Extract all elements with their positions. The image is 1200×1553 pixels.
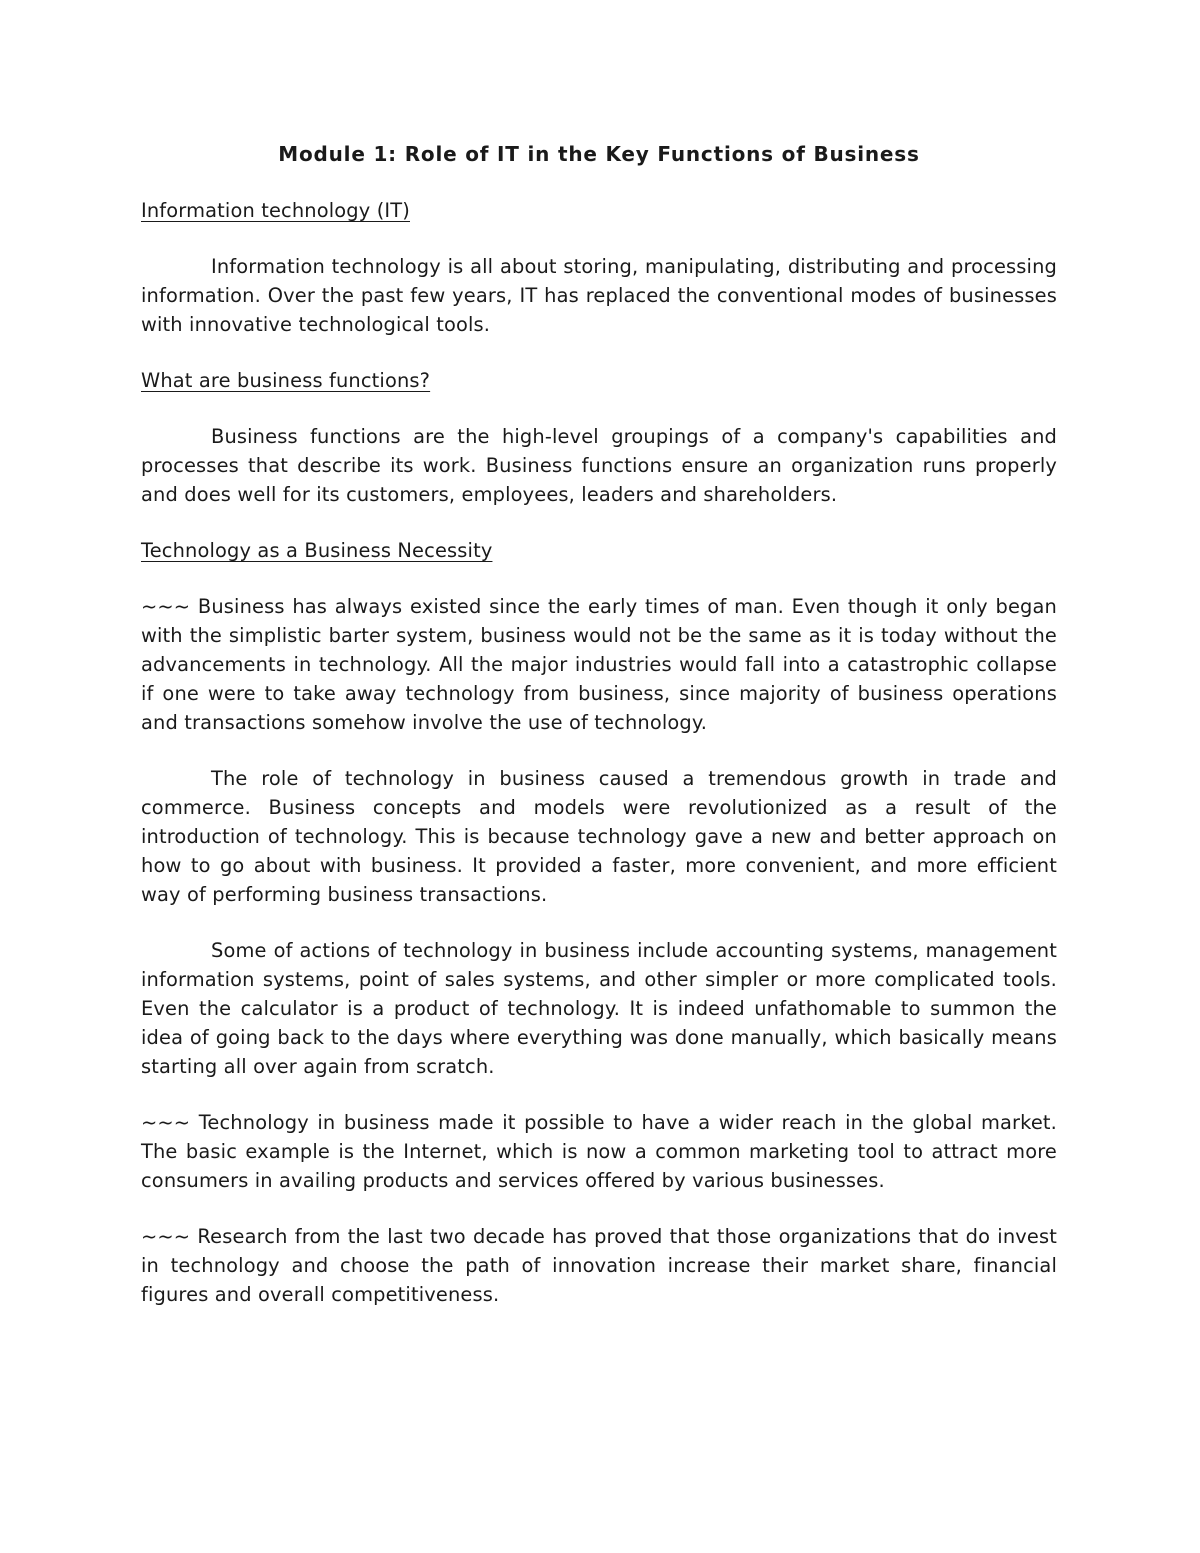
- section-heading-business-functions: What are business functions?: [141, 369, 431, 392]
- paragraph-role-of-technology: The role of technology in business caused a tremendous growth in trade and commerce. Business concepts and models were revolutionized as a result of the introduction of technology. This is because technology gave a new and better approach on how to go about with business. It provided a faster, more convenient, and more efficient way of performing business transactions.: [141, 767, 1057, 906]
- paragraph-business-functions: Business functions are the high-level groupings of a company's capabilities and processes that describe its work. Business functions ensure an organization runs properly and does well for its customers, employees, leaders and shareholders.: [141, 425, 1057, 506]
- paragraph-research: ~~~ Research from the last two decade has proved that those organizations that do invest in technology and choose the path of innovation increase their market share, financial figures and overall competitiveness.: [141, 1225, 1057, 1306]
- section-heading-information-technology: Information technology (IT): [141, 199, 410, 222]
- paragraph-business-history: ~~~ Business has always existed since the early times of man. Even though it only began with the simplistic barter system, business would not be the same as it is today without the advancements in technology. All the major industries would fall into a catastrophic collapse if one were to take away technology from business, since majority of business operations and transactions somehow involve the use of technology.: [141, 595, 1057, 734]
- paragraph-global-market: ~~~ Technology in business made it possible to have a wider reach in the global market. The basic example is the Internet, which is now a common marketing tool to attract more consumers in availing products and services offered by various businesses.: [141, 1111, 1057, 1192]
- document-page: [141, 139, 1057, 1309]
- section-heading-technology-necessity: Technology as a Business Necessity: [141, 539, 493, 562]
- paragraph-actions-of-technology: Some of actions of technology in business include accounting systems, management information systems, point of sales systems, and other simpler or more complicated tools. Even the calculator is a product of technology. It is indeed unfathomable to summon the idea of going back to the days where everything was done manually, which basically means starting all over again from scratch.: [141, 939, 1057, 1078]
- document-title: Module 1: Role of IT in the Key Functions of Business: [278, 142, 920, 166]
- paragraph-it-definition: Information technology is all about storing, manipulating, distributing and processing information. Over the past few years, IT has replaced the conventional modes of businesses with innovative technological tools.: [141, 255, 1057, 336]
